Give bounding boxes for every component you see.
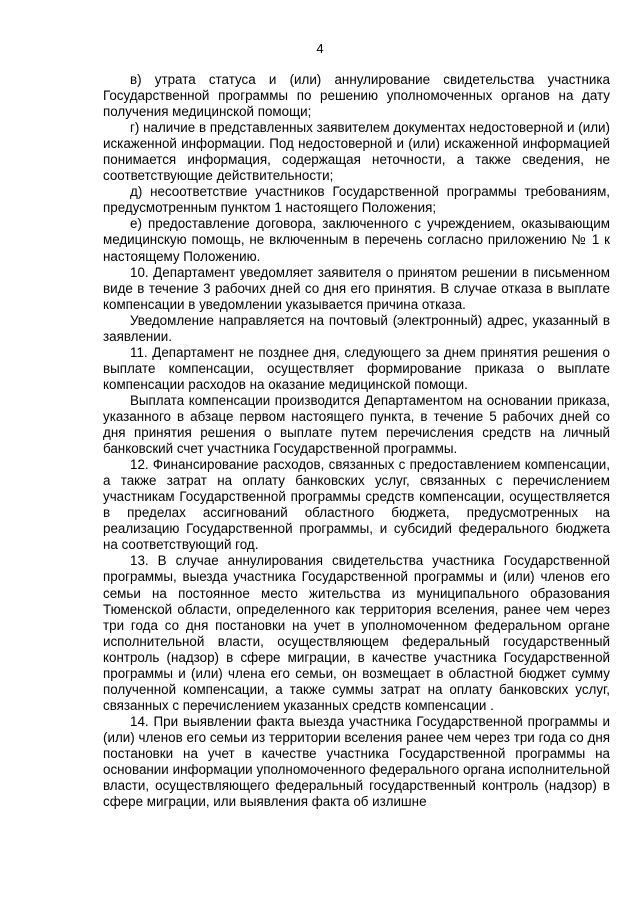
paragraph-clause-11: 11. Департамент не позднее дня, следующего за днем принятия решения о выплате компенсации, осуществляет формирование приказа о выплате компенсации расходов на оказание медицинской помощи.	[103, 344, 610, 392]
paragraph-item-v: в) утрата статуса и (или) аннулирование свидетельства участника Государственной программы по решению уполномоченных органов на дату получения медицинской помощи;	[103, 72, 610, 120]
paragraph-item-d: д) несоответствие участников Государственной программы требованиям, предусмотренным пунктом 1 настоящего Положения;	[103, 184, 610, 216]
paragraph-item-g: г) наличие в представленных заявителем документах недостоверной и (или) искаженной информации. Под недостоверной и (или) искаженной информацией понимается информация, содержащая неточности, а также сведения, не соответствующие действительности;	[103, 120, 610, 184]
paragraph-clause-10: 10. Департамент уведомляет заявителя о принятом решении в письменном виде в течение 3 рабочих дней со дня его принятия. В случае отказа в выплате компенсации в уведомлении указывается причина отказа.	[103, 264, 610, 312]
paragraph-clause-13: 13. В случае аннулирования свидетельства участника Государственной программы, выезда участника Государственной программы и (или) членов его семьи на постоянное место жительства из муниципального образования Тюменской области, определенного как территория вселения, ранее чем через три года со дня постановки на учет в уполномоченном федеральном органе исполнительной власти, осуществляющем федеральный государственный контроль (надзор) в сфере миграции, в качестве участника Государственной программы и (или) члена его семьи, он возмещает в областной бюджет сумму полученной компенсации, а также суммы затрат на оплату банковских услуг, связанных с перечислением указанных средств компенсации .	[103, 553, 610, 713]
paragraph-payment: Выплата компенсации производится Департаментом на основании приказа, указанного в абзаце первом настоящего пункта, в течение 5 рабочих дней со дня принятия решения о выплате путем перечисления средств на личный банковский счет участника Государственной программы.	[103, 392, 610, 457]
paragraph-clause-12: 12. Финансирование расходов, связанных с предоставлением компенсации, а также затрат на оплату банковских услуг, связанных с перечислением участникам Государственной программы средств компенсации, осуществляется в пределах ассигнований областного бюджета, предусмотренных на реализацию Государственной программы, и субсидий федерального бюджета на соответствующий год.	[103, 457, 610, 553]
paragraph-item-e: е) предоставление договора, заключенного с учреждением, оказывающим медицинскую помощь, не включенным в перечень согласно приложению № 1 к настоящему Положению.	[103, 216, 610, 264]
page-number: 4	[316, 41, 324, 56]
document-body	[103, 72, 610, 810]
paragraph-clause-14: 14. При выявлении факта выезда участника Государственной программы и (или) членов его семьи из территории вселения ранее чем через три года со дня постановки на учет в качестве участника Государственной программы на основании информации уполномоченного федерального органа исполнительной власти, осуществляющего федеральный государственный контроль (надзор) в сфере миграции, или выявления факта об излишне	[103, 713, 610, 810]
paragraph-notification: Уведомление направляется на почтовый (электронный) адрес, указанный в заявлении.	[103, 312, 610, 344]
